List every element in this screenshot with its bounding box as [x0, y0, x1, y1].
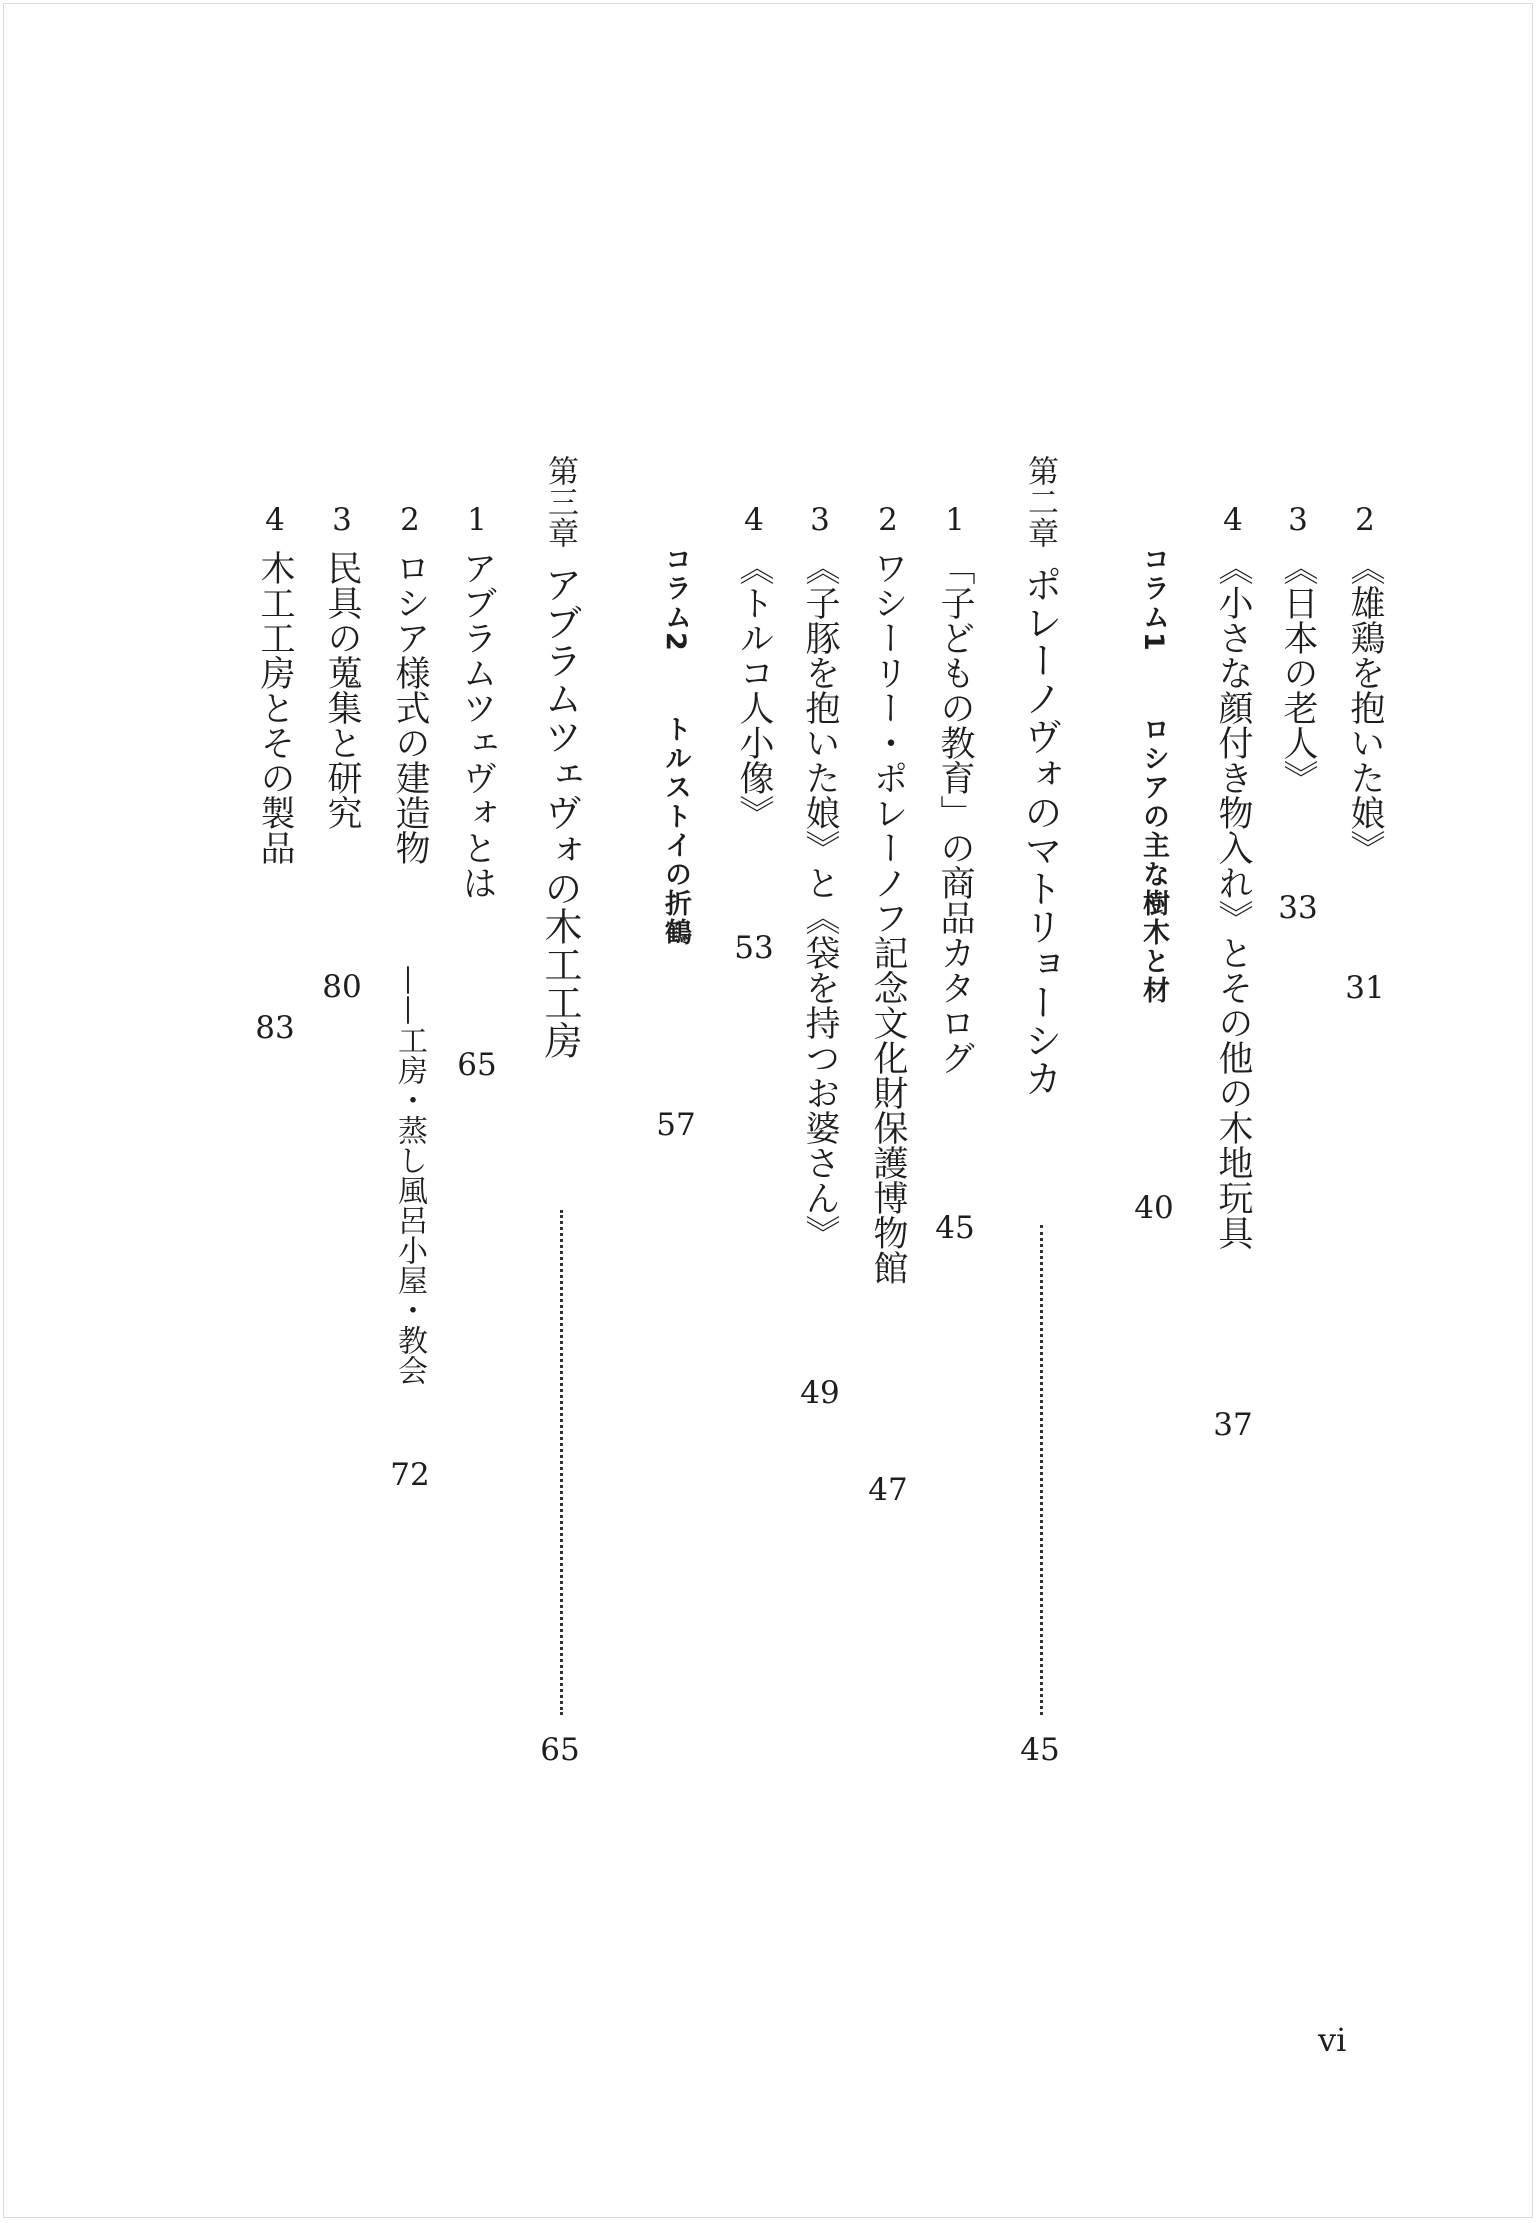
entry-page: 47 — [868, 1472, 908, 1508]
entry-title: 《子豚を抱いた娘》と《袋を持つお婆さん》 — [800, 550, 840, 1250]
entry-title: 《小さな顔付き物入れ》とその他の木地玩具 — [1213, 550, 1253, 1250]
dot-leader — [560, 1210, 563, 1715]
entry-number: 2 — [400, 502, 420, 538]
entry-number: 4 — [265, 502, 285, 538]
entry-title: アブラムツェヴォとは — [457, 550, 497, 900]
chapter-prefix: 第二章 — [1022, 455, 1058, 548]
chapter-title: ポレーノヴォのマトリョーシカ — [1018, 565, 1062, 1097]
chapter-prefix: 第三章 — [542, 455, 578, 548]
page-folio: vi — [1318, 2021, 1347, 2059]
entry-title: 《トルコ人小像》 — [734, 550, 774, 830]
entry-page: 53 — [734, 930, 774, 966]
entry-number: 1 — [945, 502, 965, 538]
page-border — [3, 3, 1533, 2218]
entry-title: 民具の蒐集と研究 — [322, 550, 362, 830]
column-title: トルストイの折鶴 — [660, 715, 691, 947]
entry-subtitle: ——工房・蒸し風呂小屋・教会 — [392, 965, 427, 1385]
entry-number: 2 — [878, 502, 898, 538]
entry-page: 72 — [390, 1457, 430, 1493]
entry-number: 3 — [1288, 502, 1308, 538]
entry-title: ロシア様式の建造物 — [390, 550, 430, 865]
entry-number: 3 — [332, 502, 352, 538]
entry-title: 《雄鶏を抱いた娘》 — [1345, 550, 1385, 865]
entry-page: 45 — [935, 1210, 975, 1246]
entry-page: 33 — [1278, 890, 1318, 926]
chapter-page: 45 — [1020, 1732, 1060, 1768]
entry-number: 1 — [467, 502, 487, 538]
column-label: コラム2 — [660, 545, 691, 653]
entry-page: 83 — [255, 1010, 295, 1046]
entry-page: 37 — [1213, 1407, 1253, 1443]
entry-page: 49 — [800, 1375, 840, 1411]
entry-title: ワシーリー・ポレーノフ記念文化財保護博物館 — [868, 550, 908, 1285]
entry-number: 4 — [1223, 502, 1243, 538]
entry-page: 80 — [322, 969, 362, 1005]
entry-page: 65 — [457, 1047, 497, 1083]
entry-title: 木工工房とその製品 — [255, 550, 295, 865]
chapter-page: 65 — [540, 1732, 580, 1768]
dot-leader — [1040, 1225, 1043, 1715]
entry-page: 31 — [1345, 970, 1385, 1006]
entry-number: 2 — [1355, 502, 1375, 538]
column-title: ロシアの主な樹木と材 — [1138, 715, 1169, 1005]
entry-title: 《日本の老人》 — [1278, 550, 1318, 795]
column-label: コラム1 — [1138, 545, 1169, 653]
entry-title: 「子どもの教育」の商品カタログ — [935, 550, 975, 1075]
entry-page: 57 — [656, 1107, 696, 1143]
chapter-title: アブラムツェヴォの木工工房 — [538, 565, 582, 1059]
entry-page: 40 — [1134, 1190, 1174, 1226]
entry-number: 3 — [810, 502, 830, 538]
entry-number: 4 — [744, 502, 764, 538]
